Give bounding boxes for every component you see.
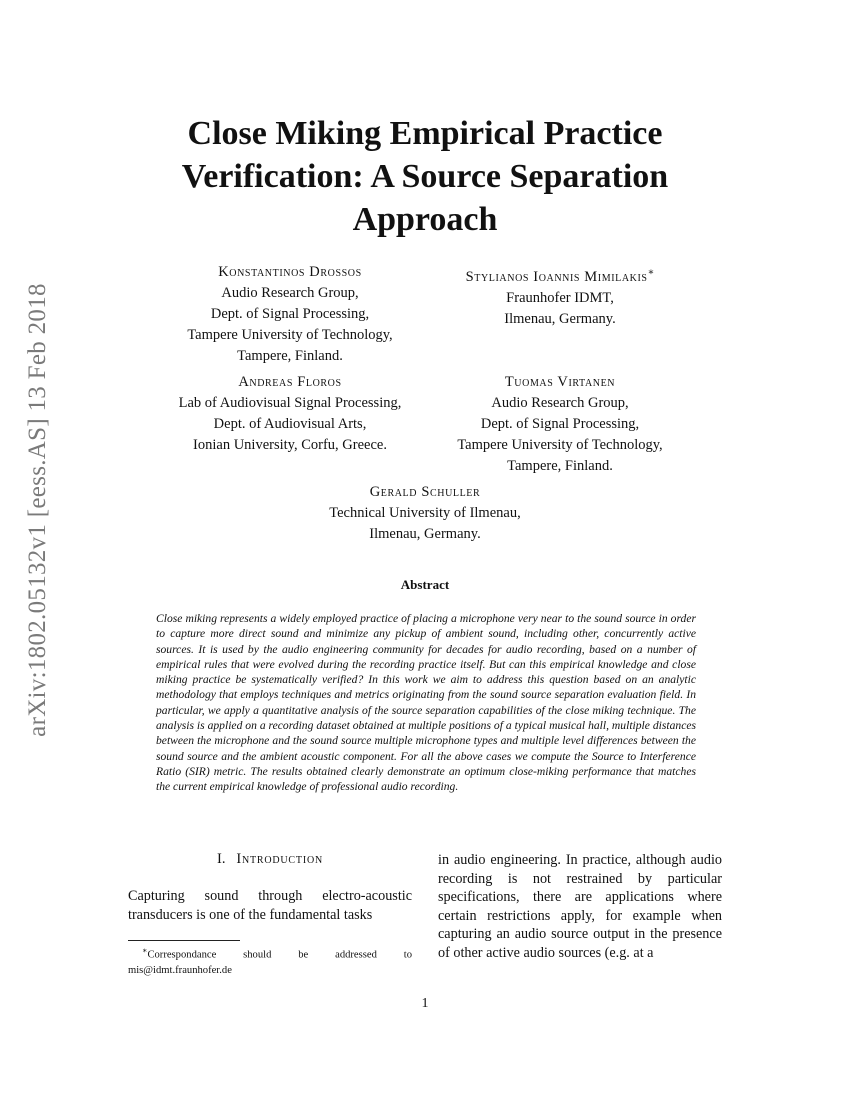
page-number: 1 <box>421 996 429 1011</box>
section-title: Introduction <box>236 851 323 867</box>
title-line: Verification: A Source Separation <box>181 158 669 195</box>
author-block-schuller <box>275 482 575 545</box>
arxiv-id-text: arXiv:1802.05132v1 [eess.AS] 13 Feb 2018 <box>24 283 51 737</box>
affiliation-line: Tampere, Finland. <box>237 348 343 364</box>
author-name: Gerald Schuller <box>369 484 481 500</box>
footnote-rule <box>128 940 240 941</box>
section-heading <box>128 851 412 868</box>
author-name: Tuomas Virtanen <box>504 374 616 390</box>
affiliation-line: Dept. of Audiovisual Arts, <box>213 416 367 432</box>
affiliation-line: Lab of Audiovisual Signal Processing, <box>178 395 402 411</box>
affiliation-line: Fraunhofer IDMT, <box>506 289 614 306</box>
affiliation-line: Dept. of Signal Processing, <box>210 306 370 322</box>
affiliation-line: Ilmenau, Germany. <box>369 526 481 542</box>
abstract-text: Close miking represents a widely employed practice of placing a microphone very near to the sound source in order to capture more direct sound and minimize any pickup of ambient sound, including other, concurrently active sources. It is used by the audio engineering community for decades for audio recording, based on a number of empirical rules that were evolved during the recording practice itself. But can this empirical knowledge and close miking practice be systematically verified? In this work we aim to address this question based on an analytic methodology that employs techniques and metrics originating from the sound source separation evaluation field. In particular, we apply a quantitative analysis of the source separation capabilities of the close miking technique. The analysis is applied on a recording dataset obtained at multiple positions of a typical musical hall, multiple distances between the microphone and the sound source multiple microphone types and multiple level differences between the sound source and the ambient acoustic component. For all the above cases we compute the Source to Interference Ratio (SIR) metric. The results obtained clearly demonstrate an optimum close-miking performance that matches the current empirical knowledge of professional audio recording. <box>156 612 696 794</box>
affiliation-line: Dept. of Signal Processing, <box>480 416 640 432</box>
affiliation-line: Ionian University, Corfu, Greece. <box>193 437 387 453</box>
section-number: I. <box>217 851 226 867</box>
footnote-text: Correspondance should be addressed to <box>147 949 412 961</box>
abstract-heading: Abstract <box>400 577 450 592</box>
footnote-email: mis@idmt.fraunhofer.de <box>128 964 232 976</box>
affiliation-line: Ilmenau, Germany. <box>504 310 616 327</box>
author-block-mimilakis <box>410 262 710 330</box>
affiliation-line: Tampere University of Technology, <box>187 327 393 343</box>
affiliation-line: Technical University of Ilmenau, <box>329 505 521 521</box>
author-block-virtanen <box>410 372 710 477</box>
intro-left-column: Capturing sound through electro-acoustic transducers is one of the fundamental tasks <box>128 888 412 923</box>
affiliation-line: Audio Research Group, <box>491 395 629 411</box>
title-line: Close Miking Empirical Practice <box>187 115 663 152</box>
footnote-mark: ∗ <box>142 946 148 955</box>
author-block-drossos <box>150 262 430 367</box>
title-line: Approach <box>352 201 498 238</box>
author-name: Stylianos Ioannis Mimilakis <box>465 268 648 285</box>
intro-right-column: in audio engineering. In practice, although audio recording is not restrained by particular specifications, there are applications where certain restrictions apply, for example when capturing an audio source output in the presence of other active audio sources (e.g. at a <box>438 852 722 961</box>
paper-title <box>125 112 725 241</box>
author-name: Konstantinos Drossos <box>218 264 362 280</box>
affiliation-line: Tampere, Finland. <box>507 458 613 474</box>
affiliation-line: Tampere University of Technology, <box>457 437 663 453</box>
arxiv-identifier <box>0 0 60 1100</box>
author-block-floros <box>150 372 430 456</box>
author-name: Andreas Floros <box>238 374 342 390</box>
correspondence-mark: ∗ <box>647 267 655 278</box>
footnote <box>128 943 412 978</box>
affiliation-line: Audio Research Group, <box>221 285 359 301</box>
